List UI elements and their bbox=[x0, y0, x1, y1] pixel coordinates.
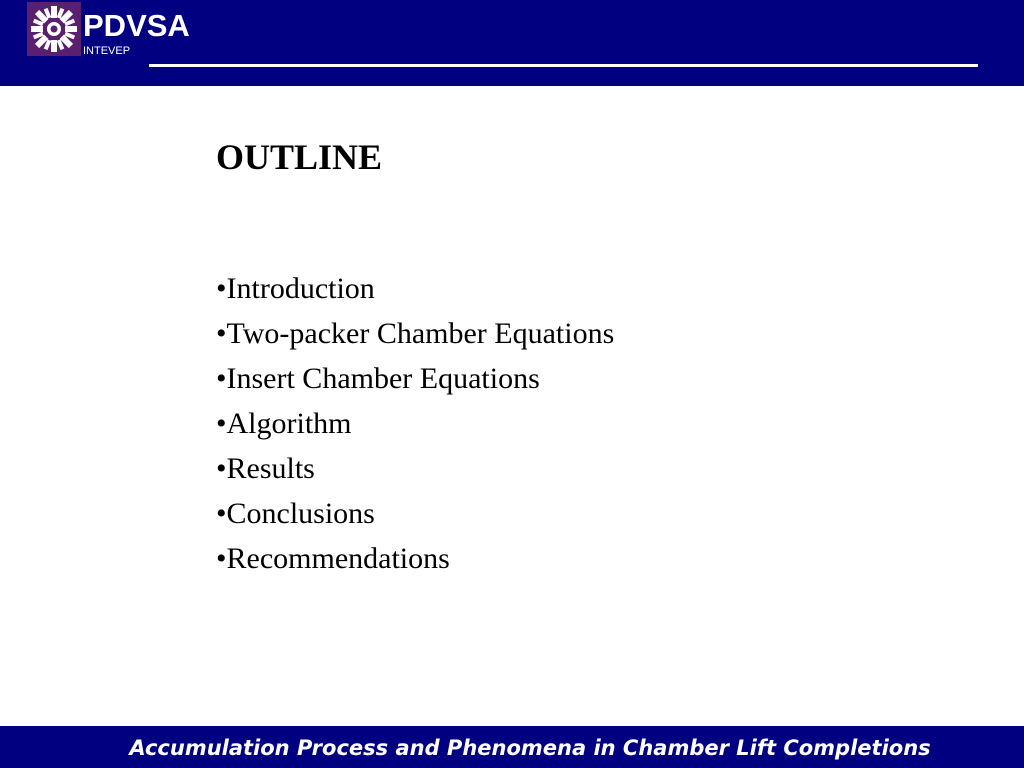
header-divider bbox=[149, 64, 978, 67]
outline-item-insert-chamber-equations: •Insert Chamber Equations bbox=[216, 362, 540, 395]
header-bar bbox=[0, 0, 1024, 86]
slide-title: OUTLINE bbox=[216, 137, 383, 177]
outline-item-conclusions: •Conclusions bbox=[216, 497, 375, 530]
outline-item-two-packer-chamber-equations: •Two-packer Chamber Equations bbox=[216, 317, 615, 350]
brand-subtitle: INTEVEP bbox=[83, 45, 131, 57]
pdvsa-sun-emblem-icon bbox=[27, 2, 81, 56]
outline-item-results: •Results bbox=[216, 452, 315, 485]
outline-item-introduction: •Introduction bbox=[216, 272, 375, 305]
brand-name: PDVSA bbox=[83, 8, 190, 43]
footer-title: Accumulation Process and Phenomena in Chamber Lift Completions bbox=[129, 736, 931, 760]
footer-bar bbox=[0, 726, 1024, 768]
outline-item-recommendations: •Recommendations bbox=[216, 542, 450, 575]
outline-item-algorithm: •Algorithm bbox=[216, 407, 352, 440]
outline-list bbox=[216, 269, 614, 584]
